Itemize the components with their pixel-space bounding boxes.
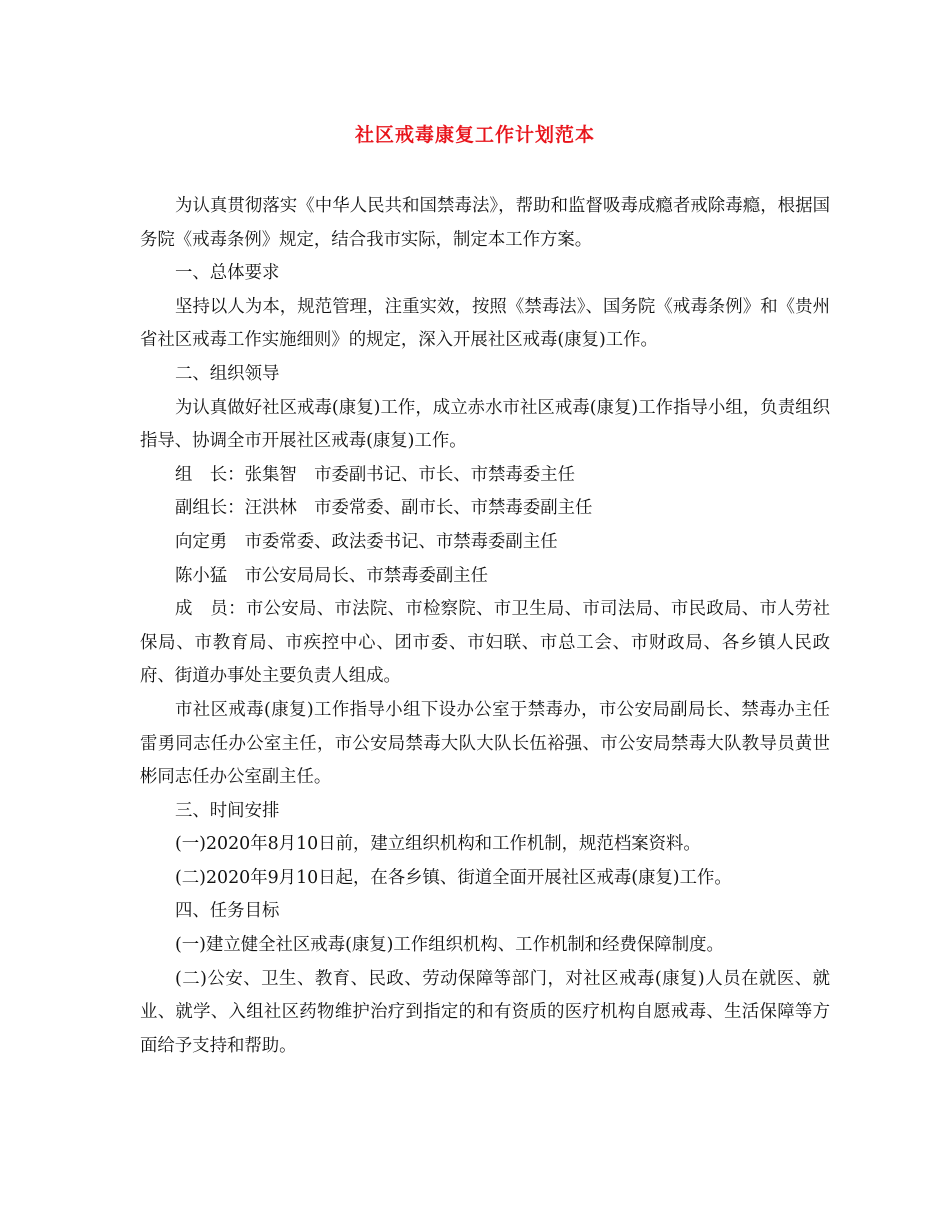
paragraph-intro: 为认真贯彻落实《中华人民共和国禁毒法》，帮助和监督吸毒成瘾者戒除毒瘾，根据国务院《戒毒条例》规定，结合我市实际，制定本工作方案。	[140, 196, 830, 250]
section-heading-targets: 四、任务目标	[175, 901, 280, 922]
member-deputy-leader-2: 向定勇 市委常委、政法委书记、市禁毒委副主任	[175, 531, 558, 552]
schedule-item-1: (一)2020年8月10日前，建立组织机构和工作机制，规范档案资料。	[175, 834, 701, 855]
paragraph-organization: 为认真做好社区戒毒(康复)工作，成立赤水市社区戒毒(康复)工作指导小组，负责组织指导、协调全市开展社区戒毒(康复)工作。	[140, 397, 830, 452]
section-heading-schedule: 三、时间安排	[175, 800, 280, 821]
paragraph-members: 成 员：市公安局、市法院、市检察院、市卫生局、市司法局、市民政局、市人劳社保局、市教育局、市疾控中心、团市委、市妇联、市总工会、市财政局、各乡镇人民政府、街道办事处主要负责人组成。	[140, 599, 830, 687]
paragraph-office: 市社区戒毒(康复)工作指导小组下设办公室于禁毒办，市公安局副局长、禁毒办主任雷勇同志任办公室主任，市公安局禁毒大队大队长伍裕强、市公安局禁毒大队教导员黄世彬同志任办公室副主任。	[140, 699, 830, 788]
target-item-1: (一)建立健全社区戒毒(康复)工作组织机构、工作机制和经费保障制度。	[175, 935, 724, 956]
document-body	[140, 190, 830, 1063]
paragraph-overall-requirements: 坚持以人为本，规范管理，注重实效，按照《禁毒法》、国务院《戒毒条例》和《贵州省社区戒毒工作实施细则》的规定，深入开展社区戒毒(康复)工作。	[140, 296, 830, 351]
schedule-item-2: (二)2020年9月10日起，在各乡镇、街道全面开展社区戒毒(康复)工作。	[175, 867, 732, 888]
member-deputy-leader-3: 陈小猛 市公安局局长、市禁毒委副主任	[175, 565, 489, 586]
section-heading-overall-requirements: 一、总体要求	[175, 263, 280, 284]
document-title: 社区戒毒康复工作计划范本	[354, 124, 595, 146]
member-leader: 组 长：张集智 市委副书记、市长、市禁毒委主任	[175, 464, 575, 485]
target-item-2: (二)公安、卫生、教育、民政、劳动保障等部门，对社区戒毒(康复)人员在就医、就业、就学、入组社区药物维护治疗到指定的和有资质的医疗机构自愿戒毒、生活保障等方面给予支持和帮助。	[140, 968, 830, 1056]
section-heading-organization: 二、组织领导	[175, 363, 280, 384]
member-deputy-leader-1: 副组长：汪洪林 市委常委、副市长、市禁毒委副主任	[175, 498, 593, 519]
